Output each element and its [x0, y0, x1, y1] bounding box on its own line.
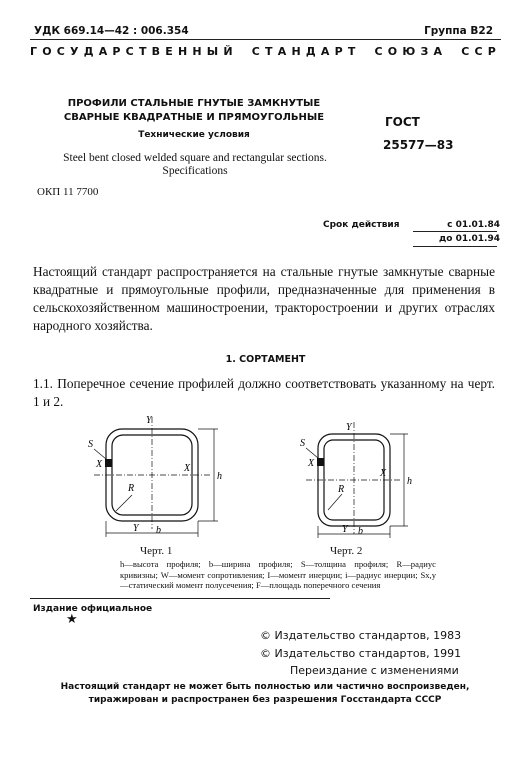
validity-label: Срок действия	[323, 220, 400, 230]
validity-rule	[413, 246, 497, 247]
group-code: Группа В22	[424, 25, 493, 37]
label-s: S	[300, 438, 305, 449]
title-line-1: ПРОФИЛИ СТАЛЬНЫЕ ГНУТЫЕ ЗАМКНУТЫЕ	[67, 98, 321, 109]
validity-rule	[413, 231, 497, 232]
label-b: b	[358, 526, 363, 537]
standard-banner: ГОСУДАРСТВЕННЫЙ СТАНДАРТ СОЮЗА ССР	[30, 45, 501, 58]
label-y-top: Y	[146, 415, 152, 426]
clause-1-1: 1.1. Поперечное сечение профилей должно соответствовать указанному на черт. 1 и 2.	[33, 376, 495, 409]
label-x-right: X	[184, 463, 191, 474]
gost-label: ГОСТ	[385, 115, 420, 129]
figure-1-drawing	[84, 411, 234, 543]
label-x-right: X	[380, 468, 387, 479]
radius-leader	[116, 495, 132, 511]
label-y-bottom: Y	[133, 523, 139, 534]
edition-rule	[30, 598, 330, 599]
label-b: b	[156, 525, 161, 536]
edition-label: Издание официальное	[33, 604, 153, 614]
document-title	[44, 97, 344, 125]
header-rule	[30, 39, 501, 40]
copyright-1991: © Издательство стандартов, 1991	[260, 647, 462, 660]
copyright-notice-line-1: Настоящий стандарт не может быть полностью или частично воспроизведен,	[60, 682, 470, 692]
label-h: h	[217, 471, 222, 482]
weld-seam	[317, 458, 324, 466]
copyright-notice	[30, 681, 500, 707]
figure-legend: h—высота профиля; b—ширина профиля; S—толщина профиля; R—радиус кривизны; W—момент сопротивления; I—момент инерции; i—радиус инерции; Sx,y—статический момент полусечения; F—площадь поперечного сечения	[120, 559, 436, 590]
english-title	[40, 152, 350, 178]
label-x-left: X	[96, 459, 103, 470]
okp-code: ОКП 11 7700	[37, 186, 99, 198]
validity-to: до 01.01.94	[439, 234, 500, 244]
udk-code: УДК 669.14—42 : 006.354	[34, 25, 189, 37]
figure-1-caption: Черт. 1	[140, 545, 173, 557]
label-y-top: Y	[346, 422, 352, 433]
radius-leader	[328, 494, 342, 510]
figure-2-caption: Черт. 2	[330, 545, 363, 557]
gost-number: 25577—83	[383, 138, 454, 152]
copyright-1983: © Издательство стандартов, 1983	[260, 629, 462, 642]
label-x-left: X	[308, 458, 315, 469]
english-title-line-2: Specifications	[162, 165, 228, 177]
section-heading: 1. СОРТАМЕНТ	[225, 354, 306, 365]
label-y-bottom: Y	[342, 524, 348, 535]
weld-seam	[105, 459, 112, 467]
label-h: h	[407, 476, 412, 487]
label-r: R	[338, 484, 345, 495]
document-subtitle: Технические условия	[138, 130, 250, 140]
star-icon: ★	[66, 612, 78, 627]
validity-from: с 01.01.84	[447, 220, 500, 230]
label-s: S	[88, 439, 93, 450]
label-r: R	[128, 483, 135, 494]
title-line-2: СВАРНЫЕ КВАДРАТНЫЕ И ПРЯМОУГОЛЬНЫЕ	[63, 112, 325, 123]
intro-paragraph: Настоящий стандарт распространяется на стальные гнутые замкнутые сварные квадратные и прямоугольные профили, предназначенные для применения в сельскохозяйственном машиностроении, тракторостроении и других отраслях народного хозяйства.	[33, 264, 495, 333]
english-title-line-1: Steel bent closed welded square and rectangular sections.	[63, 152, 327, 164]
figure-2-drawing	[296, 420, 426, 542]
copyright-notice-line-2: тиражирован и распространен без разрешения Госстандарта СССР	[88, 695, 442, 705]
reprint-note: Переиздание с изменениями	[290, 664, 459, 677]
